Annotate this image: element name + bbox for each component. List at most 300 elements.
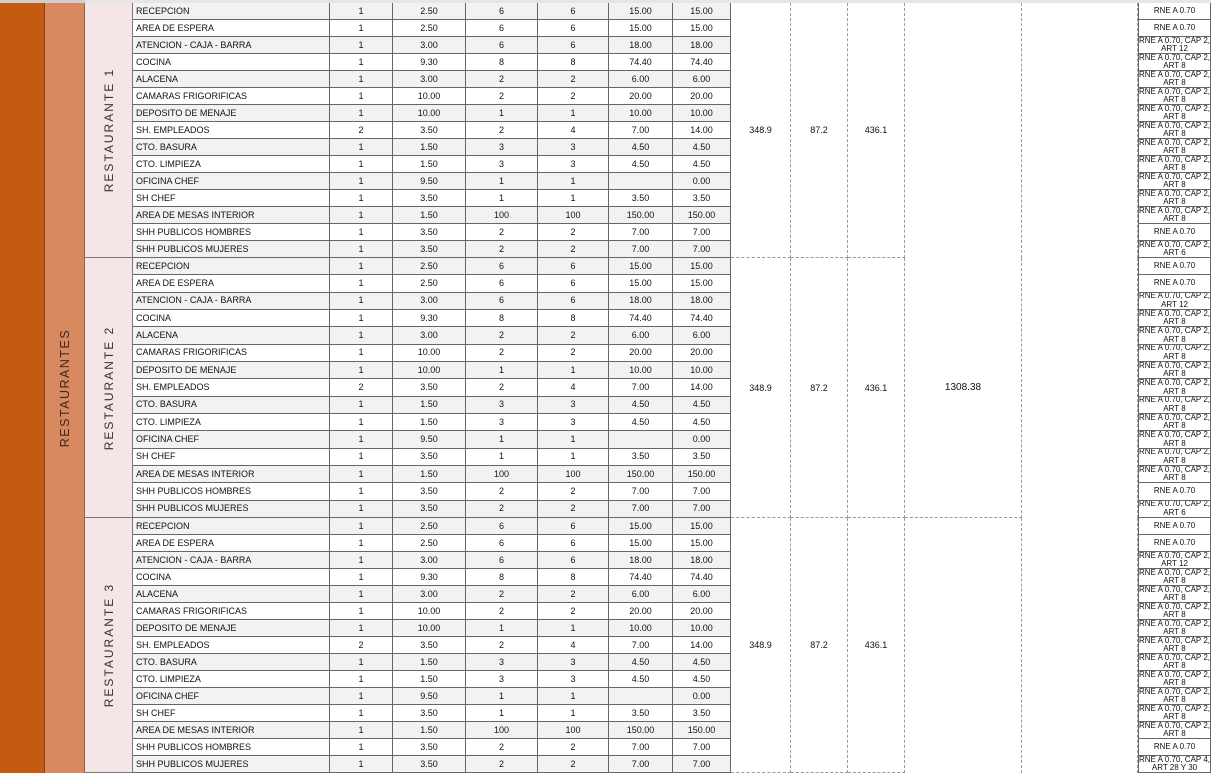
space-name-cell[interactable] bbox=[133, 207, 330, 224]
regulation-note-cell[interactable] bbox=[1138, 688, 1211, 705]
regulation-note-cell[interactable] bbox=[1138, 207, 1211, 224]
regulation-note-cell[interactable] bbox=[1138, 586, 1211, 603]
unit-area-cell[interactable] bbox=[609, 190, 673, 207]
space-name-cell[interactable] bbox=[133, 569, 330, 586]
total-area-cell[interactable] bbox=[673, 54, 731, 71]
capacity-cell[interactable] bbox=[538, 552, 609, 569]
capacity-cell[interactable] bbox=[538, 449, 609, 466]
unit-area-cell[interactable] bbox=[609, 501, 673, 518]
quantity-cell[interactable] bbox=[330, 414, 393, 431]
total-area-cell[interactable] bbox=[673, 310, 731, 327]
capacity-cell[interactable] bbox=[538, 620, 609, 637]
occupants-cell[interactable] bbox=[466, 3, 538, 20]
unit-area-cell[interactable] bbox=[609, 20, 673, 37]
capacity-cell[interactable] bbox=[538, 397, 609, 414]
total-area-cell[interactable] bbox=[673, 671, 731, 688]
space-name-cell[interactable] bbox=[133, 345, 330, 362]
occupants-cell[interactable] bbox=[466, 688, 538, 705]
quantity-cell[interactable] bbox=[330, 535, 393, 552]
regulation-note-cell[interactable] bbox=[1138, 122, 1211, 139]
space-name-cell[interactable] bbox=[133, 518, 330, 535]
capacity-cell[interactable] bbox=[538, 569, 609, 586]
space-name-cell[interactable] bbox=[133, 620, 330, 637]
occupants-cell[interactable] bbox=[466, 722, 538, 739]
occupants-cell[interactable] bbox=[466, 654, 538, 671]
total-area-cell[interactable] bbox=[673, 688, 731, 705]
index-cell[interactable] bbox=[393, 722, 466, 739]
index-cell[interactable] bbox=[393, 190, 466, 207]
capacity-cell[interactable] bbox=[538, 275, 609, 292]
occupants-cell[interactable] bbox=[466, 466, 538, 483]
occupants-cell[interactable] bbox=[466, 37, 538, 54]
regulation-note-cell[interactable] bbox=[1138, 552, 1211, 569]
unit-area-cell[interactable] bbox=[609, 654, 673, 671]
occupants-cell[interactable] bbox=[466, 518, 538, 535]
capacity-cell[interactable] bbox=[538, 483, 609, 500]
total-area-cell[interactable] bbox=[673, 466, 731, 483]
occupants-cell[interactable] bbox=[466, 88, 538, 105]
quantity-cell[interactable] bbox=[330, 483, 393, 500]
index-cell[interactable] bbox=[393, 54, 466, 71]
total-area-cell[interactable] bbox=[673, 156, 731, 173]
gross-area-cell[interactable] bbox=[848, 258, 905, 518]
space-name-cell[interactable] bbox=[133, 756, 330, 773]
space-name-cell[interactable] bbox=[133, 310, 330, 327]
regulation-note-cell[interactable] bbox=[1138, 224, 1211, 241]
index-cell[interactable] bbox=[393, 275, 466, 292]
quantity-cell[interactable] bbox=[330, 586, 393, 603]
occupants-cell[interactable] bbox=[466, 552, 538, 569]
occupants-cell[interactable] bbox=[466, 586, 538, 603]
regulation-note-cell[interactable] bbox=[1138, 190, 1211, 207]
unit-area-cell[interactable] bbox=[609, 345, 673, 362]
space-name-cell[interactable] bbox=[133, 414, 330, 431]
regulation-note-cell[interactable] bbox=[1138, 722, 1211, 739]
quantity-cell[interactable] bbox=[330, 739, 393, 756]
quantity-cell[interactable] bbox=[330, 501, 393, 518]
unit-area-cell[interactable] bbox=[609, 122, 673, 139]
total-area-cell[interactable] bbox=[673, 483, 731, 500]
capacity-cell[interactable] bbox=[538, 637, 609, 654]
empty-notes-cell[interactable] bbox=[1022, 258, 1138, 518]
regulation-note-cell[interactable] bbox=[1138, 397, 1211, 414]
space-name-cell[interactable] bbox=[133, 552, 330, 569]
capacity-cell[interactable] bbox=[538, 105, 609, 122]
capacity-cell[interactable] bbox=[538, 71, 609, 88]
unit-area-cell[interactable] bbox=[609, 88, 673, 105]
total-area-cell[interactable] bbox=[673, 397, 731, 414]
index-cell[interactable] bbox=[393, 431, 466, 448]
space-name-cell[interactable] bbox=[133, 105, 330, 122]
space-name-cell[interactable] bbox=[133, 501, 330, 518]
total-area-cell[interactable] bbox=[673, 518, 731, 535]
regulation-note-cell[interactable] bbox=[1138, 327, 1211, 344]
total-area-cell[interactable] bbox=[673, 105, 731, 122]
space-name-cell[interactable] bbox=[133, 431, 330, 448]
regulation-note-cell[interactable] bbox=[1138, 310, 1211, 327]
unit-area-cell[interactable] bbox=[609, 241, 673, 258]
space-name-cell[interactable] bbox=[133, 241, 330, 258]
unit-area-cell[interactable] bbox=[609, 275, 673, 292]
quantity-cell[interactable] bbox=[330, 3, 393, 20]
index-cell[interactable] bbox=[393, 603, 466, 620]
index-cell[interactable] bbox=[393, 71, 466, 88]
space-name-cell[interactable] bbox=[133, 54, 330, 71]
total-area-cell[interactable] bbox=[673, 190, 731, 207]
occupants-cell[interactable] bbox=[466, 293, 538, 310]
regulation-note-cell[interactable] bbox=[1138, 71, 1211, 88]
unit-area-cell[interactable] bbox=[609, 362, 673, 379]
index-cell[interactable] bbox=[393, 345, 466, 362]
occupants-cell[interactable] bbox=[466, 705, 538, 722]
total-area-cell[interactable] bbox=[673, 224, 731, 241]
circulation-area-cell[interactable] bbox=[791, 3, 848, 258]
regulation-note-cell[interactable] bbox=[1138, 654, 1211, 671]
quantity-cell[interactable] bbox=[330, 449, 393, 466]
capacity-cell[interactable] bbox=[538, 654, 609, 671]
space-name-cell[interactable] bbox=[133, 449, 330, 466]
unit-area-cell[interactable] bbox=[609, 397, 673, 414]
occupants-cell[interactable] bbox=[466, 397, 538, 414]
regulation-note-cell[interactable] bbox=[1138, 501, 1211, 518]
space-name-cell[interactable] bbox=[133, 88, 330, 105]
total-area-cell[interactable] bbox=[673, 705, 731, 722]
index-cell[interactable] bbox=[393, 362, 466, 379]
circulation-area-cell[interactable] bbox=[791, 518, 848, 773]
subtotal-area-cell[interactable] bbox=[731, 3, 791, 258]
total-area-cell[interactable] bbox=[673, 569, 731, 586]
capacity-cell[interactable] bbox=[538, 3, 609, 20]
unit-area-cell[interactable] bbox=[609, 173, 673, 190]
space-name-cell[interactable] bbox=[133, 139, 330, 156]
unit-area-cell[interactable] bbox=[609, 705, 673, 722]
quantity-cell[interactable] bbox=[330, 190, 393, 207]
regulation-note-cell[interactable] bbox=[1138, 431, 1211, 448]
space-name-cell[interactable] bbox=[133, 654, 330, 671]
index-cell[interactable] bbox=[393, 466, 466, 483]
subtotal-area-cell[interactable] bbox=[731, 518, 791, 773]
regulation-note-cell[interactable] bbox=[1138, 379, 1211, 396]
quantity-cell[interactable] bbox=[330, 71, 393, 88]
unit-area-cell[interactable] bbox=[609, 224, 673, 241]
total-area-cell[interactable] bbox=[673, 739, 731, 756]
total-area-cell[interactable] bbox=[673, 654, 731, 671]
unit-area-cell[interactable] bbox=[609, 105, 673, 122]
unit-area-cell[interactable] bbox=[609, 54, 673, 71]
regulation-note-cell[interactable] bbox=[1138, 258, 1211, 275]
regulation-note-cell[interactable] bbox=[1138, 20, 1211, 37]
quantity-cell[interactable] bbox=[330, 293, 393, 310]
empty-notes-cell[interactable] bbox=[1022, 3, 1138, 258]
capacity-cell[interactable] bbox=[538, 207, 609, 224]
space-name-cell[interactable] bbox=[133, 379, 330, 396]
regulation-note-cell[interactable] bbox=[1138, 705, 1211, 722]
unit-area-cell[interactable] bbox=[609, 569, 673, 586]
capacity-cell[interactable] bbox=[538, 431, 609, 448]
occupants-cell[interactable] bbox=[466, 139, 538, 156]
quantity-cell[interactable] bbox=[330, 552, 393, 569]
capacity-cell[interactable] bbox=[538, 603, 609, 620]
capacity-cell[interactable] bbox=[538, 518, 609, 535]
unit-area-cell[interactable] bbox=[609, 207, 673, 224]
unit-area-cell[interactable] bbox=[609, 293, 673, 310]
total-area-cell[interactable] bbox=[673, 449, 731, 466]
space-name-cell[interactable] bbox=[133, 327, 330, 344]
quantity-cell[interactable] bbox=[330, 603, 393, 620]
space-name-cell[interactable] bbox=[133, 362, 330, 379]
quantity-cell[interactable] bbox=[330, 88, 393, 105]
capacity-cell[interactable] bbox=[538, 466, 609, 483]
space-name-cell[interactable] bbox=[133, 535, 330, 552]
quantity-cell[interactable] bbox=[330, 637, 393, 654]
regulation-note-cell[interactable] bbox=[1138, 105, 1211, 122]
index-cell[interactable] bbox=[393, 535, 466, 552]
quantity-cell[interactable] bbox=[330, 327, 393, 344]
quantity-cell[interactable] bbox=[330, 722, 393, 739]
capacity-cell[interactable] bbox=[538, 379, 609, 396]
capacity-cell[interactable] bbox=[538, 20, 609, 37]
unit-area-cell[interactable] bbox=[609, 71, 673, 88]
total-area-cell[interactable] bbox=[673, 207, 731, 224]
index-cell[interactable] bbox=[393, 449, 466, 466]
quantity-cell[interactable] bbox=[330, 345, 393, 362]
index-cell[interactable] bbox=[393, 139, 466, 156]
space-name-cell[interactable] bbox=[133, 173, 330, 190]
space-name-cell[interactable] bbox=[133, 722, 330, 739]
index-cell[interactable] bbox=[393, 414, 466, 431]
space-name-cell[interactable] bbox=[133, 190, 330, 207]
quantity-cell[interactable] bbox=[330, 105, 393, 122]
unit-area-cell[interactable] bbox=[609, 431, 673, 448]
unit-area-cell[interactable] bbox=[609, 518, 673, 535]
occupants-cell[interactable] bbox=[466, 501, 538, 518]
total-area-cell[interactable] bbox=[673, 379, 731, 396]
quantity-cell[interactable] bbox=[330, 310, 393, 327]
quantity-cell[interactable] bbox=[330, 173, 393, 190]
total-area-cell[interactable] bbox=[673, 362, 731, 379]
occupants-cell[interactable] bbox=[466, 190, 538, 207]
index-cell[interactable] bbox=[393, 397, 466, 414]
quantity-cell[interactable] bbox=[330, 54, 393, 71]
capacity-cell[interactable] bbox=[538, 310, 609, 327]
capacity-cell[interactable] bbox=[538, 345, 609, 362]
capacity-cell[interactable] bbox=[538, 156, 609, 173]
capacity-cell[interactable] bbox=[538, 173, 609, 190]
quantity-cell[interactable] bbox=[330, 362, 393, 379]
occupants-cell[interactable] bbox=[466, 671, 538, 688]
unit-area-cell[interactable] bbox=[609, 379, 673, 396]
index-cell[interactable] bbox=[393, 122, 466, 139]
total-area-cell[interactable] bbox=[673, 501, 731, 518]
space-name-cell[interactable] bbox=[133, 705, 330, 722]
occupants-cell[interactable] bbox=[466, 345, 538, 362]
occupants-cell[interactable] bbox=[466, 122, 538, 139]
space-name-cell[interactable] bbox=[133, 483, 330, 500]
quantity-cell[interactable] bbox=[330, 569, 393, 586]
occupants-cell[interactable] bbox=[466, 105, 538, 122]
space-name-cell[interactable] bbox=[133, 739, 330, 756]
occupants-cell[interactable] bbox=[466, 275, 538, 292]
quantity-cell[interactable] bbox=[330, 224, 393, 241]
unit-area-cell[interactable] bbox=[609, 483, 673, 500]
capacity-cell[interactable] bbox=[538, 705, 609, 722]
total-area-cell[interactable] bbox=[673, 603, 731, 620]
total-area-cell[interactable] bbox=[673, 535, 731, 552]
total-area-cell[interactable] bbox=[673, 122, 731, 139]
subtotal-area-cell[interactable] bbox=[731, 258, 791, 518]
unit-area-cell[interactable] bbox=[609, 620, 673, 637]
unit-area-cell[interactable] bbox=[609, 156, 673, 173]
unit-area-cell[interactable] bbox=[609, 327, 673, 344]
space-name-cell[interactable] bbox=[133, 156, 330, 173]
index-cell[interactable] bbox=[393, 327, 466, 344]
unit-area-cell[interactable] bbox=[609, 637, 673, 654]
index-cell[interactable] bbox=[393, 3, 466, 20]
regulation-note-cell[interactable] bbox=[1138, 620, 1211, 637]
occupants-cell[interactable] bbox=[466, 327, 538, 344]
regulation-note-cell[interactable] bbox=[1138, 603, 1211, 620]
unit-area-cell[interactable] bbox=[609, 603, 673, 620]
index-cell[interactable] bbox=[393, 88, 466, 105]
regulation-note-cell[interactable] bbox=[1138, 518, 1211, 535]
total-area-cell[interactable] bbox=[673, 3, 731, 20]
unit-area-cell[interactable] bbox=[609, 535, 673, 552]
quantity-cell[interactable] bbox=[330, 379, 393, 396]
regulation-note-cell[interactable] bbox=[1138, 637, 1211, 654]
occupants-cell[interactable] bbox=[466, 414, 538, 431]
space-name-cell[interactable] bbox=[133, 466, 330, 483]
unit-area-cell[interactable] bbox=[609, 449, 673, 466]
space-name-cell[interactable] bbox=[133, 224, 330, 241]
index-cell[interactable] bbox=[393, 173, 466, 190]
regulation-note-cell[interactable] bbox=[1138, 139, 1211, 156]
unit-area-cell[interactable] bbox=[609, 722, 673, 739]
regulation-note-cell[interactable] bbox=[1138, 37, 1211, 54]
regulation-note-cell[interactable] bbox=[1138, 756, 1211, 773]
occupants-cell[interactable] bbox=[466, 569, 538, 586]
unit-area-cell[interactable] bbox=[609, 586, 673, 603]
total-area-cell[interactable] bbox=[673, 88, 731, 105]
empty-notes-cell[interactable] bbox=[1022, 518, 1138, 773]
space-name-cell[interactable] bbox=[133, 122, 330, 139]
total-area-cell[interactable] bbox=[673, 71, 731, 88]
occupants-cell[interactable] bbox=[466, 483, 538, 500]
quantity-cell[interactable] bbox=[330, 397, 393, 414]
quantity-cell[interactable] bbox=[330, 756, 393, 773]
circulation-area-cell[interactable] bbox=[791, 258, 848, 518]
index-cell[interactable] bbox=[393, 705, 466, 722]
quantity-cell[interactable] bbox=[330, 466, 393, 483]
occupants-cell[interactable] bbox=[466, 535, 538, 552]
unit-area-cell[interactable] bbox=[609, 3, 673, 20]
capacity-cell[interactable] bbox=[538, 241, 609, 258]
unit-area-cell[interactable] bbox=[609, 139, 673, 156]
quantity-cell[interactable] bbox=[330, 654, 393, 671]
index-cell[interactable] bbox=[393, 637, 466, 654]
space-name-cell[interactable] bbox=[133, 637, 330, 654]
space-name-cell[interactable] bbox=[133, 37, 330, 54]
capacity-cell[interactable] bbox=[538, 756, 609, 773]
capacity-cell[interactable] bbox=[538, 293, 609, 310]
total-area-cell[interactable] bbox=[673, 552, 731, 569]
occupants-cell[interactable] bbox=[466, 241, 538, 258]
occupants-cell[interactable] bbox=[466, 739, 538, 756]
regulation-note-cell[interactable] bbox=[1138, 345, 1211, 362]
regulation-note-cell[interactable] bbox=[1138, 466, 1211, 483]
space-name-cell[interactable] bbox=[133, 397, 330, 414]
index-cell[interactable] bbox=[393, 310, 466, 327]
index-cell[interactable] bbox=[393, 207, 466, 224]
occupants-cell[interactable] bbox=[466, 620, 538, 637]
index-cell[interactable] bbox=[393, 379, 466, 396]
index-cell[interactable] bbox=[393, 654, 466, 671]
index-cell[interactable] bbox=[393, 518, 466, 535]
index-cell[interactable] bbox=[393, 241, 466, 258]
occupants-cell[interactable] bbox=[466, 756, 538, 773]
empty-total-cell[interactable] bbox=[905, 3, 1022, 258]
index-cell[interactable] bbox=[393, 739, 466, 756]
regulation-note-cell[interactable] bbox=[1138, 671, 1211, 688]
regulation-note-cell[interactable] bbox=[1138, 3, 1211, 20]
index-cell[interactable] bbox=[393, 620, 466, 637]
quantity-cell[interactable] bbox=[330, 20, 393, 37]
space-name-cell[interactable] bbox=[133, 293, 330, 310]
total-area-cell[interactable] bbox=[673, 586, 731, 603]
quantity-cell[interactable] bbox=[330, 139, 393, 156]
occupants-cell[interactable] bbox=[466, 449, 538, 466]
occupants-cell[interactable] bbox=[466, 379, 538, 396]
space-name-cell[interactable] bbox=[133, 586, 330, 603]
total-area-cell[interactable] bbox=[673, 722, 731, 739]
quantity-cell[interactable] bbox=[330, 688, 393, 705]
occupants-cell[interactable] bbox=[466, 20, 538, 37]
quantity-cell[interactable] bbox=[330, 207, 393, 224]
regulation-note-cell[interactable] bbox=[1138, 241, 1211, 258]
regulation-note-cell[interactable] bbox=[1138, 362, 1211, 379]
total-area-cell[interactable] bbox=[673, 37, 731, 54]
total-area-cell[interactable] bbox=[673, 637, 731, 654]
quantity-cell[interactable] bbox=[330, 518, 393, 535]
total-area-cell[interactable] bbox=[673, 293, 731, 310]
index-cell[interactable] bbox=[393, 501, 466, 518]
index-cell[interactable] bbox=[393, 756, 466, 773]
index-cell[interactable] bbox=[393, 586, 466, 603]
total-area-cell[interactable] bbox=[673, 20, 731, 37]
total-area-cell[interactable] bbox=[673, 431, 731, 448]
capacity-cell[interactable] bbox=[538, 501, 609, 518]
capacity-cell[interactable] bbox=[538, 688, 609, 705]
occupants-cell[interactable] bbox=[466, 156, 538, 173]
unit-area-cell[interactable] bbox=[609, 310, 673, 327]
space-name-cell[interactable] bbox=[133, 603, 330, 620]
total-area-cell[interactable] bbox=[673, 139, 731, 156]
capacity-cell[interactable] bbox=[538, 535, 609, 552]
capacity-cell[interactable] bbox=[538, 722, 609, 739]
gross-area-cell[interactable] bbox=[848, 518, 905, 773]
unit-area-cell[interactable] bbox=[609, 756, 673, 773]
capacity-cell[interactable] bbox=[538, 327, 609, 344]
unit-area-cell[interactable] bbox=[609, 37, 673, 54]
capacity-cell[interactable] bbox=[538, 414, 609, 431]
capacity-cell[interactable] bbox=[538, 37, 609, 54]
unit-area-cell[interactable] bbox=[609, 739, 673, 756]
occupants-cell[interactable] bbox=[466, 207, 538, 224]
space-name-cell[interactable] bbox=[133, 275, 330, 292]
regulation-note-cell[interactable] bbox=[1138, 414, 1211, 431]
quantity-cell[interactable] bbox=[330, 431, 393, 448]
occupants-cell[interactable] bbox=[466, 637, 538, 654]
quantity-cell[interactable] bbox=[330, 705, 393, 722]
